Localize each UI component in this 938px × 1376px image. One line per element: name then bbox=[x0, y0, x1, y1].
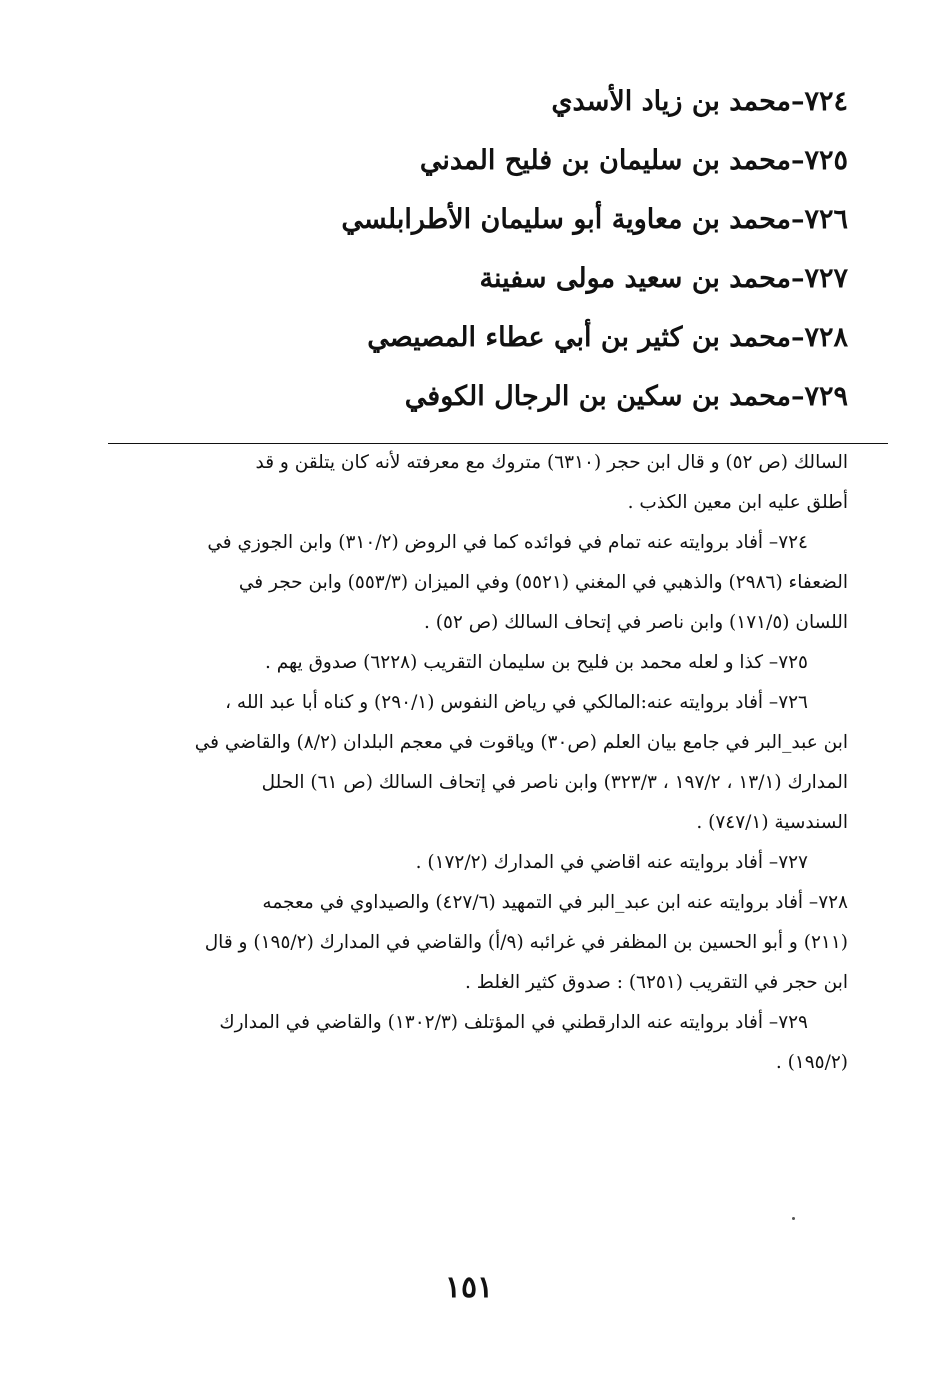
footnote-line: المدارك (١٣/١ ، ١٩٧/٢ ، ٣٢٣/٣) وابن ناصر في إتحاف السالك (ص ٦١) الحلل bbox=[261, 772, 848, 793]
entry-heading: ٧٢٥–محمد بن سليمان بن فليح المدني bbox=[419, 145, 848, 176]
footnotes bbox=[103, 443, 848, 1083]
footnote-line: ٧٢٧– أفاد بروايته عنه اقاضي في المدارك (١٧٢/٢) . bbox=[415, 852, 808, 873]
entry-heading: ٧٢٤–محمد بن زياد الأسدي bbox=[551, 86, 848, 117]
footnote-line: أطلق عليه ابن معين الكذب . bbox=[627, 492, 848, 513]
footnote-line: ٧٢٥– كذا و لعله محمد بن فليح بن سليمان التقريب (٦٢٢٨) صدوق يهم . bbox=[264, 652, 808, 673]
footnote-line: السالك (ص ٥٢) و قال ابن حجر (٦٣١٠) متروك مع معرفته لأنه كان يتلقن و قد bbox=[255, 452, 848, 473]
entry-heading: ٧٢٩–محمد بن سكين بن الرجال الكوفي bbox=[404, 381, 848, 412]
footnote-line: الضعفاء (٢٩٨٦) والذهبي في المغني (٥٥٢١) وفي الميزان (٥٥٣/٣) وابن حجر في bbox=[238, 572, 848, 593]
entry-heading: ٧٢٧–محمد بن سعيد مولى سفينة bbox=[479, 263, 848, 294]
footnote-line: ٧٢٨– أفاد بروايته عنه ابن عبد_البر في التمهيد (٤٢٧/٦) والصيداوي في معجمه bbox=[262, 892, 848, 913]
footnote-line: ٧٢٤– أفاد بروايته عنه تمام في فوائده كما في الروض (٣١٠/٢) وابن الجوزي في bbox=[207, 532, 808, 553]
entry-list bbox=[88, 72, 848, 426]
scan-speck bbox=[792, 1217, 795, 1220]
footnote-line: ابن حجر في التقريب (٦٢٥١) : صدوق كثير الغلط . bbox=[465, 972, 848, 993]
footnote-line: ٧٢٦– أفاد بروايته عنه:المالكي في رياض النفوس (٢٩٠/١) و كناه أبا عبد الله ، bbox=[225, 692, 808, 713]
footnote-line: (٢١١) و أبو الحسين بن المظفر في غرائبه (٩/أ) والقاضي في المدارك (١٩٥/٢) و قال bbox=[204, 932, 848, 953]
footnote-line: ٧٢٩– أفاد بروايته عنه الدارقطني في المؤتلف (١٣٠٢/٣) والقاضي في المدارك bbox=[219, 1012, 808, 1033]
footnote-line: (١٩٥/٢) . bbox=[775, 1052, 848, 1073]
footnote-line: اللسان (١٧١/٥) وابن ناصر في إتحاف السالك (ص ٥٢) . bbox=[423, 612, 848, 633]
page-number: ١٥١ bbox=[444, 1270, 494, 1305]
entry-heading: ٧٢٦–محمد بن معاوية أبو سليمان الأطرابلسي bbox=[341, 204, 848, 235]
footnote-line: ابن عبد_البر في جامع بيان العلم (ص٣٠) وياقوت في معجم البلدان (٨/٢) والقاضي في bbox=[194, 732, 848, 753]
footnote-line: السندسية (٧٤٧/١) . bbox=[696, 812, 848, 833]
entry-heading: ٧٢٨–محمد بن كثير بن أبي عطاء المصيصي bbox=[367, 322, 848, 353]
